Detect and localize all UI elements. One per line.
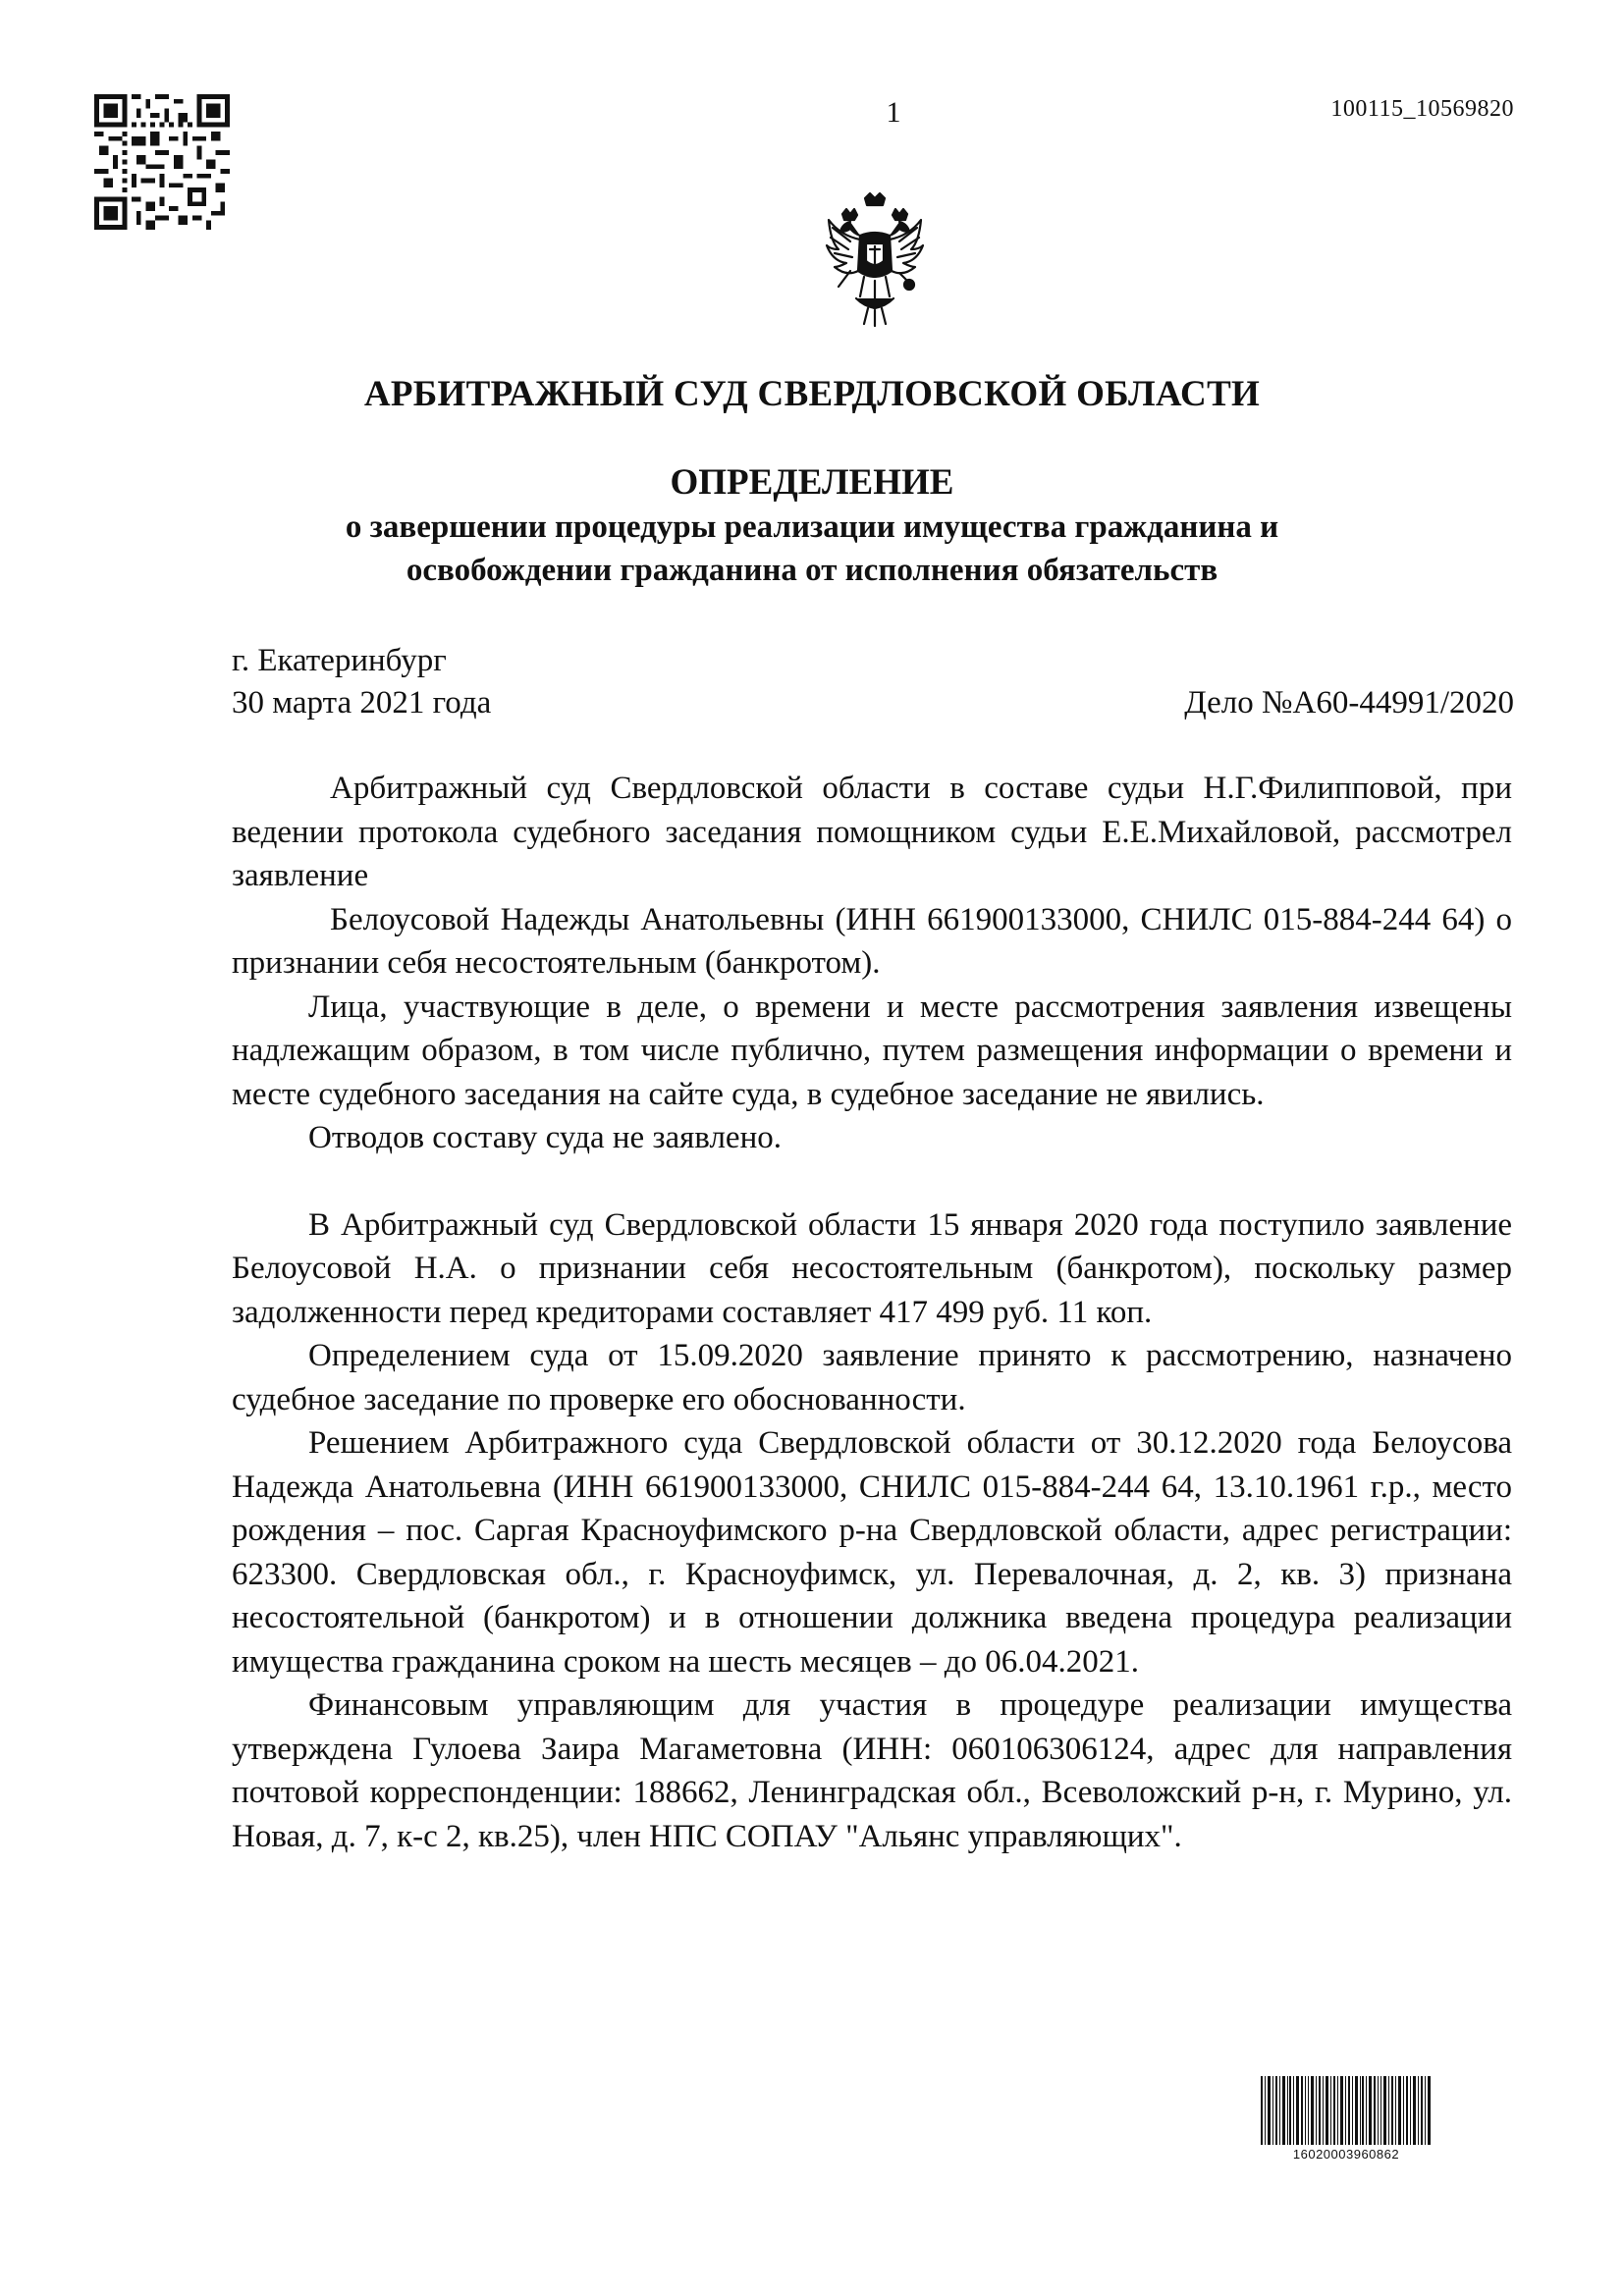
document-date: 30 марта 2021 года <box>232 685 492 721</box>
barcode-icon <box>1259 2076 1434 2145</box>
paragraph: Определением суда от 15.09.2020 заявление принято к рассмотрению, назначено судебное заседание по проверке его обоснованности. <box>232 1338 1512 1417</box>
paragraph: Арбитражный суд Свердловской области в составе судьи Н.Г.Филипповой, при ведении протокола судебного заседания помощником судьи Е.Е.Михайловой, рассмотрел заявление <box>232 771 1512 893</box>
paragraph: Лица, участвующие в деле, о времени и месте рассмотрения заявления извещены надлежащим образом, в том числе публично, путем размещения информации о времени и месте судебного заседания на сайте суда, в судебное заседание не явились. <box>232 988 1512 1112</box>
paragraph: Белоусовой Надежды Анатольевны (ИНН 661900133000, СНИЛС 015-884-244 64) о признании себя несостоятельным (банкротом). <box>232 901 1512 981</box>
document-subtitle <box>0 506 1624 592</box>
document-body <box>232 767 1512 1858</box>
document-id: 100115_10569820 <box>1330 96 1514 122</box>
paragraph: Решением Арбитражного суда Свердловской области от 30.12.2020 года Белоусова Надежда Анатольевна (ИНН 661900133000, СНИЛС 015-884-244 64, 13.10.1961 г.р., место рождения – пос. Саргая Красноуфимского р-на Свердловской области, адрес регистрации: 623300. Свердловская обл., г. Красноуфимск, ул. Перевалочная, д. 2, кв. 3) признана несостоятельной (банкротом) и в отношении должника введена процедура реализации имущества гражданина сроком на шесть месяцев – до 06.04.2021. <box>232 1425 1512 1680</box>
paragraph: Финансовым управляющим для участия в процедуре реализации имущества утверждена Гулоева Заира Магаметовна (ИНН: 060106306124, адрес для направления почтовой корреспонденции: 188662, Ленинградская обл., Всеволожский р-н, г. Мурино, ул. Новая, д. 7, к-с 2, кв.25), член НПС СОПАУ "Альянс управляющих". <box>232 1687 1512 1854</box>
place-of-issue: г. Екатеринбург <box>232 643 447 678</box>
barcode-number: 16020003960862 <box>1292 2147 1400 2162</box>
barcode <box>1259 2076 1434 2162</box>
qr-code-icon <box>94 94 230 230</box>
case-number: Дело №А60-44991/2020 <box>1184 685 1514 721</box>
paragraph: Отводов составу суда не заявлено. <box>308 1120 782 1155</box>
paragraph: В Арбитражный суд Свердловской области 15 января 2020 года поступило заявление Белоусовой Н.А. о признании себя несостоятельным (банкротом), поскольку размер задолженности перед кредиторами составляет 417 499 руб. 11 коп. <box>232 1206 1512 1330</box>
subtitle-line: освобождении гражданина от исполнения обязательств <box>406 553 1218 588</box>
subtitle-line: о завершении процедуры реализации имущества гражданина и <box>345 509 1279 545</box>
page-number: 1 <box>886 96 901 129</box>
document-title: ОПРЕДЕЛЕНИЕ <box>670 462 954 503</box>
court-name: АРБИТРАЖНЫЙ СУД СВЕРДЛОВСКОЙ ОБЛАСТИ <box>363 374 1261 414</box>
coat-of-arms-icon <box>821 192 929 330</box>
